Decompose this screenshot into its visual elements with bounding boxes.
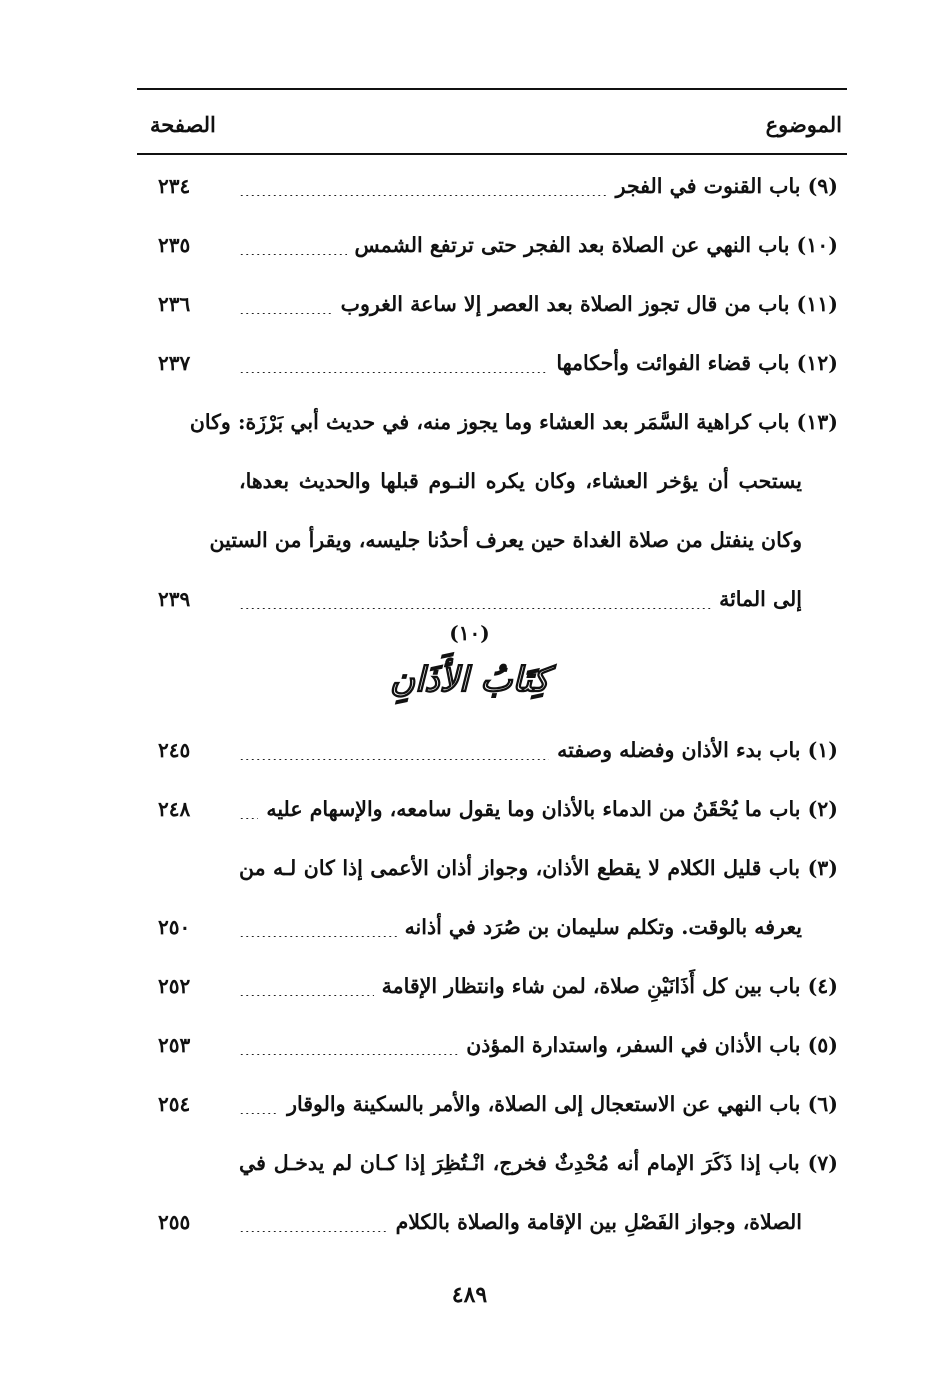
toc-page-number: ٢٣٤ [158,174,191,198]
toc-entry-line [209,520,802,560]
toc-entry-text: (٢) باب ما يُحْقَنُ من الدماء بالأذان وما يقول سامعه، والإسهام عليه [266,797,838,821]
toc-entry-text: (٦) باب النهي عن الاستعجال إلى الصلاة، والأمر بالسكينة والوقار [287,1092,838,1116]
dot-leader [239,1054,458,1055]
toc-entry-line [239,461,802,501]
toc-page-number: ٢٥٥ [158,1210,191,1234]
book-number: (١٠) [449,621,490,645]
dot-leader [239,195,608,196]
dot-leader [239,759,549,760]
dot-leader [239,372,548,373]
book-title-text: كِتَابُ الأَذَانِ [389,660,550,700]
toc-page-number: ٢٥٣ [158,1033,191,1057]
toc-entry-text: يستحب أن يؤخر العشاء، وكان يكره النـوم قبلها والحديث بعدها، [239,469,802,493]
toc-page-number: ٢٣٧ [158,351,191,375]
dot-leader [239,1231,388,1232]
toc-entry-line [189,402,838,442]
toc-entry-text: وكان ينفتل من صلاة الغداة حين يعرف أحدُنا جليسه، ويقرأ من الستين [209,528,802,552]
topic-column-header: الموضوع [765,112,842,137]
toc-entry-text: إلى المائة [719,587,802,611]
toc-entry-text: (٧) باب إذا ذَكَرَ الإمام أنه مُحْدِثٌ فخرج، انْـتُظِرَ إذا كـان لم يدخـل في [239,1151,838,1175]
toc-entry-line [239,848,838,888]
toc-entry-line [239,1025,838,1065]
dot-leader [239,254,347,255]
book-title-calligraphy [0,652,939,708]
toc-entry-text: يعرفه بالوقت. وتكلم سليمان بن صُرَد في أذانه [404,915,802,939]
toc-page-number: ٢٣٥ [158,233,191,257]
toc-page-number: ٢٤٨ [158,797,191,821]
toc-entry-text: (٥) باب الأذان في السفر، واستدارة المؤذن [466,1033,838,1057]
toc-entry-line [239,1084,838,1124]
toc-entry-text: الصلاة، وجواز الفَصْلِ بين الإقامة والصلاة بالكلام [395,1210,802,1234]
toc-page-number: ٢٣٩ [158,587,191,611]
toc-entry-text: (١١) باب من قال تجوز الصلاة بعد العصر إلا ساعة الغروب [340,292,838,316]
toc-entry-text: (٤) باب بين كل أَذَانَيْنِ صلاة، لمن شاء وانتظار الإقامة [381,974,838,998]
toc-entry-line [239,225,838,265]
page-column-header: الصفحة [150,112,216,137]
toc-entry-text: (٩) باب القنوت في الفجر [615,174,838,198]
toc-entry-text: (١) باب بدء الأذان وفضله وصفته [557,738,838,762]
header-rule [137,153,847,155]
toc-entry-text: (١٣) باب كراهية السَّمَر بعد العشاء وما يجوز منه، في حديث أبي بَرْزَة: وكان [189,410,838,434]
toc-page-number: ٢٥٠ [158,915,191,939]
toc-entry-line [239,343,838,383]
page-number: ٤٨٩ [451,1282,488,1308]
dot-leader [239,995,374,996]
toc-entry-line [239,579,802,619]
toc-page-number: ٢٤٥ [158,738,191,762]
toc-entry-line [239,166,838,206]
toc-entry-line [239,284,838,324]
dot-leader [239,608,711,609]
dot-leader [239,1113,279,1114]
toc-entry-text: (١٢) باب قضاء الفوائت وأحكامها [556,351,838,375]
dot-leader [239,818,258,819]
toc-page-number: ٢٣٦ [158,292,191,316]
toc-entry-text: (٣) باب قليل الكلام لا يقطع الأذان، وجواز أذان الأعمى إذا كان لـه من [239,856,838,880]
toc-entry-line [239,907,802,947]
toc-page-number: ٢٥٢ [158,974,191,998]
toc-entry-line [239,1202,802,1242]
toc-entry-line [239,730,838,770]
dot-leader [239,936,397,937]
dot-leader [239,313,333,314]
toc-entry-line [239,1143,838,1183]
top-rule [137,88,847,90]
toc-entry-text: (١٠) باب النهي عن الصلاة بعد الفجر حتى ترتفع الشمس [354,233,838,257]
toc-entry-line [239,789,838,829]
toc-entry-line [239,966,838,1006]
toc-page-number: ٢٥٤ [158,1092,191,1116]
